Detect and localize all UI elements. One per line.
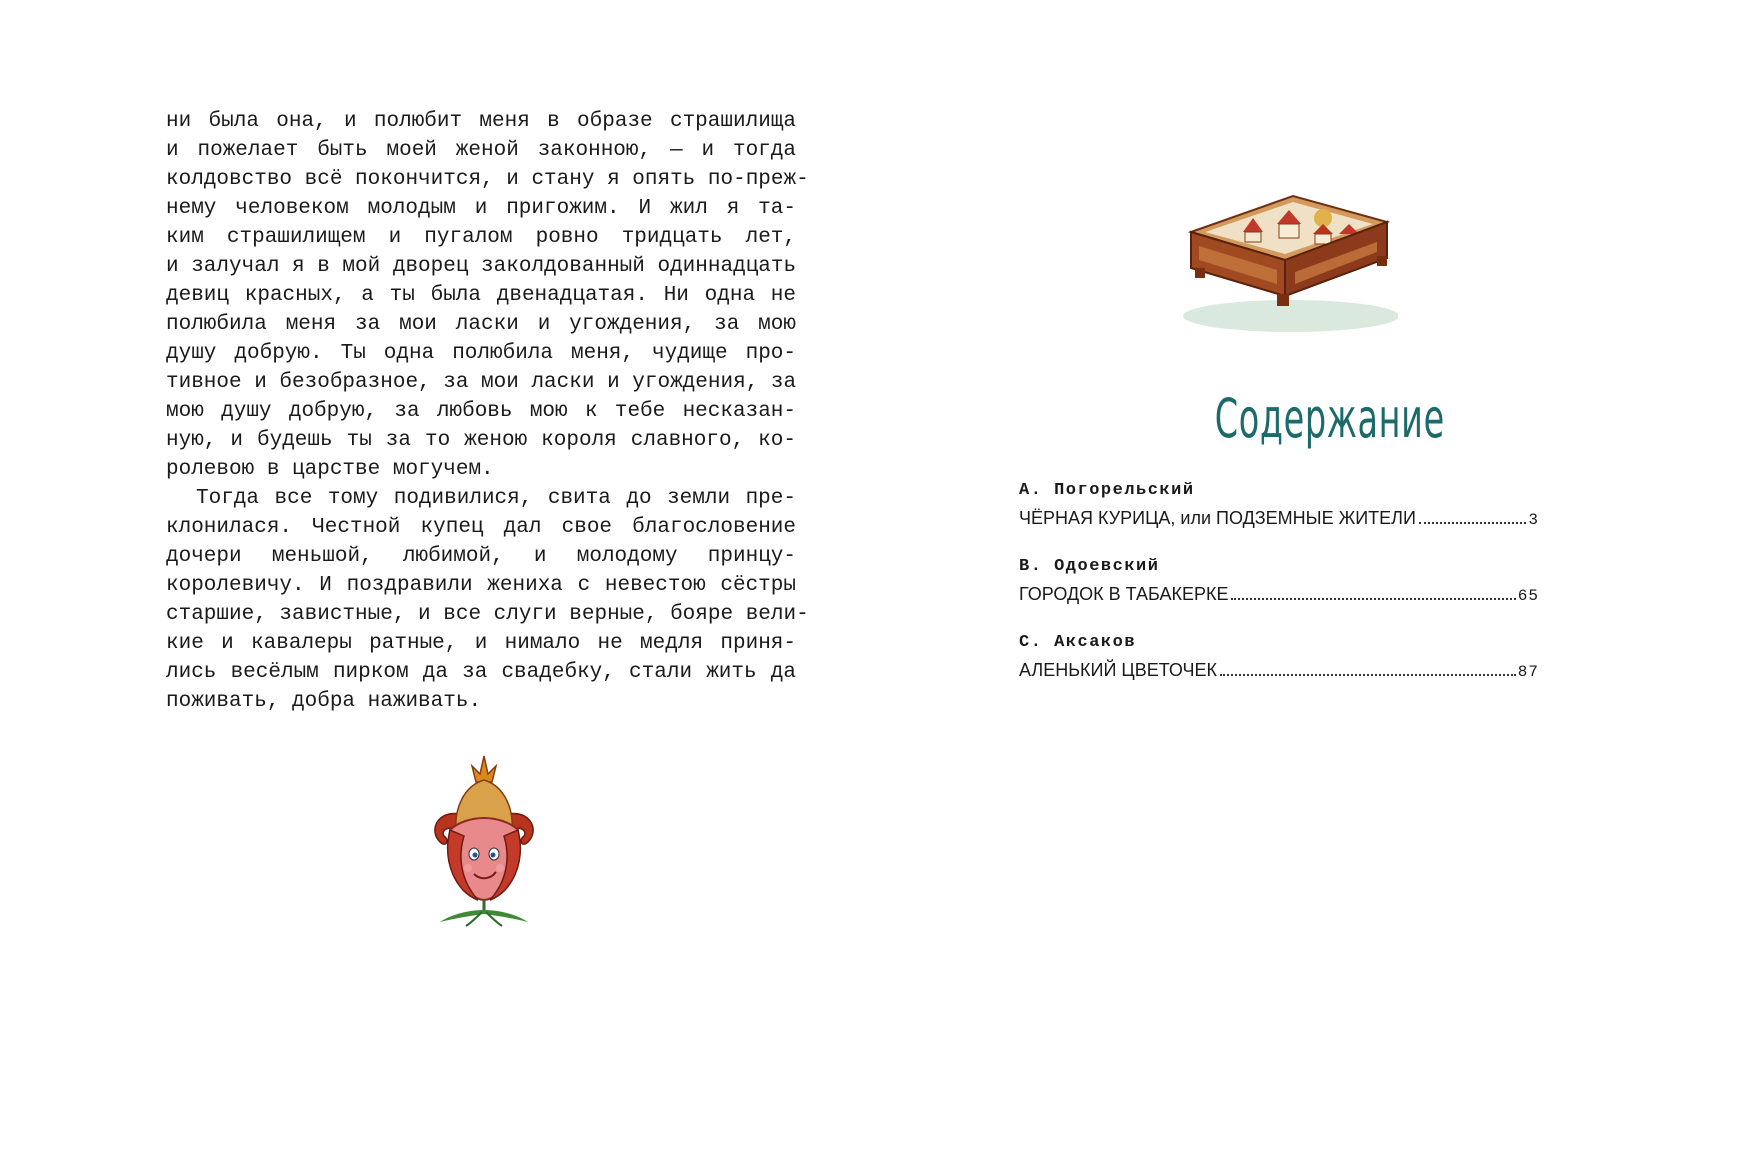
text-line: мою душу добрую, за любовь мою к тебе несказан- [166,400,796,423]
toc-entry[interactable] [1019,631,1539,685]
toc-page-number: 87 [1517,663,1539,681]
toc-author: В. Одоевский [1019,557,1160,576]
toc-page-number: 3 [1528,511,1539,529]
text-line: старшие, завистные, и все слуги верные, бояре вели- [166,603,809,626]
toc-row[interactable] [1019,579,1539,609]
flower-character-illustration [420,752,548,928]
right-page [873,0,1746,1149]
text-line: лись весёлым пирком да за свадебку, стали жить да [166,661,796,684]
text-line: и залучал я в мой дворец заколдованный одиннадцать [166,255,797,278]
text-line: ни была она, и полюбит меня в образе страшилища [166,110,796,133]
text-line: королевичу. И поздравили жениха с невестою сёстры [166,574,796,597]
toc-entry[interactable] [1019,479,1539,533]
toc-title-text: АЛЕНЬКИЙ ЦВЕТОЧЕК [1019,660,1217,680]
text-line: девиц красных, а ты была двенадцатая. Ни одна не [166,284,796,307]
story-text [166,107,809,716]
text-line: дочери меньшой, любимой, и молодому принцу- [166,545,796,568]
text-line: ную, и будешь ты за то женою короля славного, ко- [166,429,796,452]
toc-row[interactable] [1019,655,1539,685]
toc-title-text: ЧЁРНАЯ КУРИЦА, или ПОДЗЕМНЫЕ ЖИТЕЛИ [1019,508,1416,528]
toc-author: С. Аксаков [1019,633,1137,652]
text-line: кие и кавалеры ратные, и нимало не медля приня- [166,632,796,655]
toc-row[interactable] [1019,503,1539,533]
toc-leader-dots [1231,598,1515,600]
toc-entry[interactable] [1019,555,1539,609]
text-line: колдовство всё покончится, и стану я опять по-преж- [166,168,809,191]
toc-author: А. Погорельский [1019,481,1195,500]
text-line: поживать, добра наживать. [166,690,482,713]
text-line: клонилася. Честной купец дал свое благословение [166,516,796,539]
toc-page-number: 65 [1517,587,1539,605]
toc-leader-dots [1220,674,1516,676]
text-line: Тогда все тому подивилися, свита до земли пре- [196,487,796,510]
casket-illustration [1173,188,1398,338]
text-line: ролевою в царстве могучем. [166,458,494,481]
text-line: нему человеком молодым и пригожим. И жил я та- [166,197,796,220]
toc-title-text: ГОРОДОК В ТАБАКЕРКЕ [1019,584,1229,604]
text-line: полюбила меня за мои ласки и угождения, за мою [166,313,796,336]
table-of-contents [1019,479,1539,707]
toc-leader-dots [1419,522,1526,524]
text-line: и пожелает быть моей женой законною, — и тогда [166,139,796,162]
toc-title: Содержание [1214,387,1445,450]
text-line: ким страшилищем и пугалом ровно тридцать лет, [166,226,796,249]
text-line: тивное и безобразное, за мои ласки и угождения, за [166,371,797,394]
text-line: душу добрую. Ты одна полюбила меня, чудище про- [166,342,796,365]
